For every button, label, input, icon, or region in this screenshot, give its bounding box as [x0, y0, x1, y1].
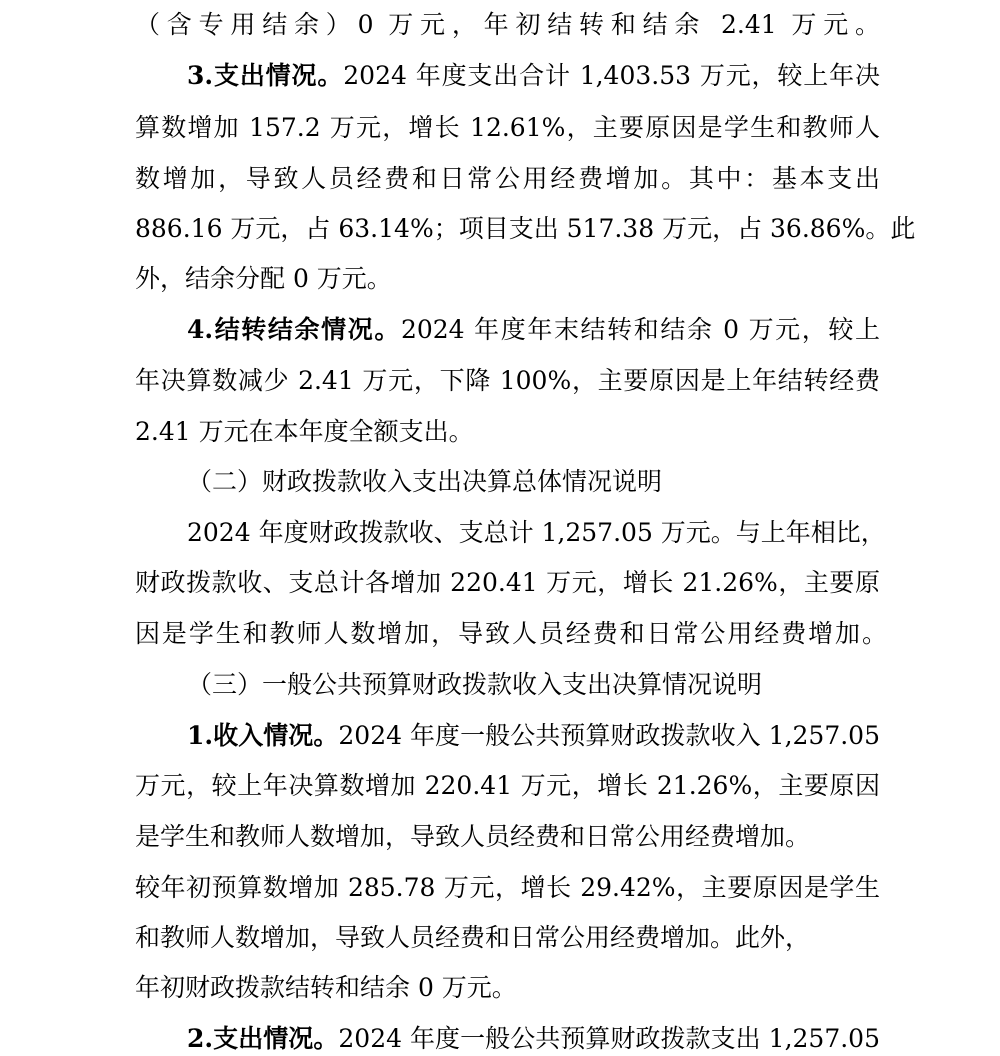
text-line-18: 较年初预算数增加 285.78 万元，增长 29.42%，主要原因是学生 — [135, 873, 880, 902]
section-heading-3: （三）一般公共预算财政拨款收入支出决算情况说明 — [187, 670, 763, 699]
text-line-15: 2024 年度一般公共预算财政拨款收入 1,257.05 — [338, 721, 880, 750]
text-line-16: 万元，较上年决算数增加 220.41 万元，增长 21.26%，主要原因 — [135, 771, 880, 800]
paragraph-carryover-start — [187, 313, 880, 347]
section-label-expenditure-general: 2.支出情况。 — [187, 1024, 339, 1053]
section-label-income: 1.收入情况。 — [187, 721, 339, 750]
text-line-8: 年决算数减少 2.41 万元，下降 100%，主要原因是上年结转经费 — [135, 366, 880, 395]
section-heading-2: （二）财政拨款收入支出决算总体情况说明 — [187, 467, 663, 496]
text-line-2: 2024 年度支出合计 1,403.53 万元，较上年决 — [343, 61, 880, 90]
paragraph-expenditure-start — [187, 59, 880, 93]
text-line-12: 财政拨款收、支总计各增加 220.41 万元，增长 21.26%，主要原 — [135, 568, 880, 597]
text-line-7: 2024 年度年末结转和结余 0 万元，较上 — [400, 315, 881, 344]
text-line-21: 2024 年度一般公共预算财政拨款支出 1,257.05 — [338, 1024, 880, 1053]
section-label-expenditure: 3.支出情况。 — [187, 61, 344, 90]
text-line-19: 和教师人数增加，导致人员经费和日常公用经费增加。此外， — [135, 923, 811, 952]
paragraph-income-start — [187, 719, 880, 753]
text-line-20: 年初财政拨款结转和结余 0 万元。 — [135, 973, 517, 1002]
text-line-1: （含专用结余）0 万元，年初结转和结余 2.41 万元。 — [135, 10, 880, 39]
text-line-3: 算数增加 157.2 万元，增长 12.61%，主要原因是学生和教师人 — [135, 113, 880, 142]
text-line-13: 因是学生和教师人数增加，导致人员经费和日常公用经费增加。 — [135, 619, 887, 648]
text-line-6: 外，结余分配 0 万元。 — [135, 264, 392, 293]
text-line-17: 是学生和教师人数增加，导致人员经费和日常公用经费增加。 — [135, 822, 811, 851]
paragraph-expenditure-general-start — [187, 1022, 880, 1056]
text-line-9: 2.41 万元在本年度全额支出。 — [135, 417, 474, 446]
text-line-11: 2024 年度财政拨款收、支总计 1,257.05 万元。与上年相比， — [187, 518, 886, 547]
text-line-5: 886.16 万元，占 63.14%；项目支出 517.38 万元，占 36.86%。此 — [135, 214, 916, 243]
section-label-carryover: 4.结转结余情况。 — [187, 315, 401, 344]
text-line-4: 数增加，导致人员经费和日常公用经费增加。其中：基本支出 — [135, 164, 880, 193]
